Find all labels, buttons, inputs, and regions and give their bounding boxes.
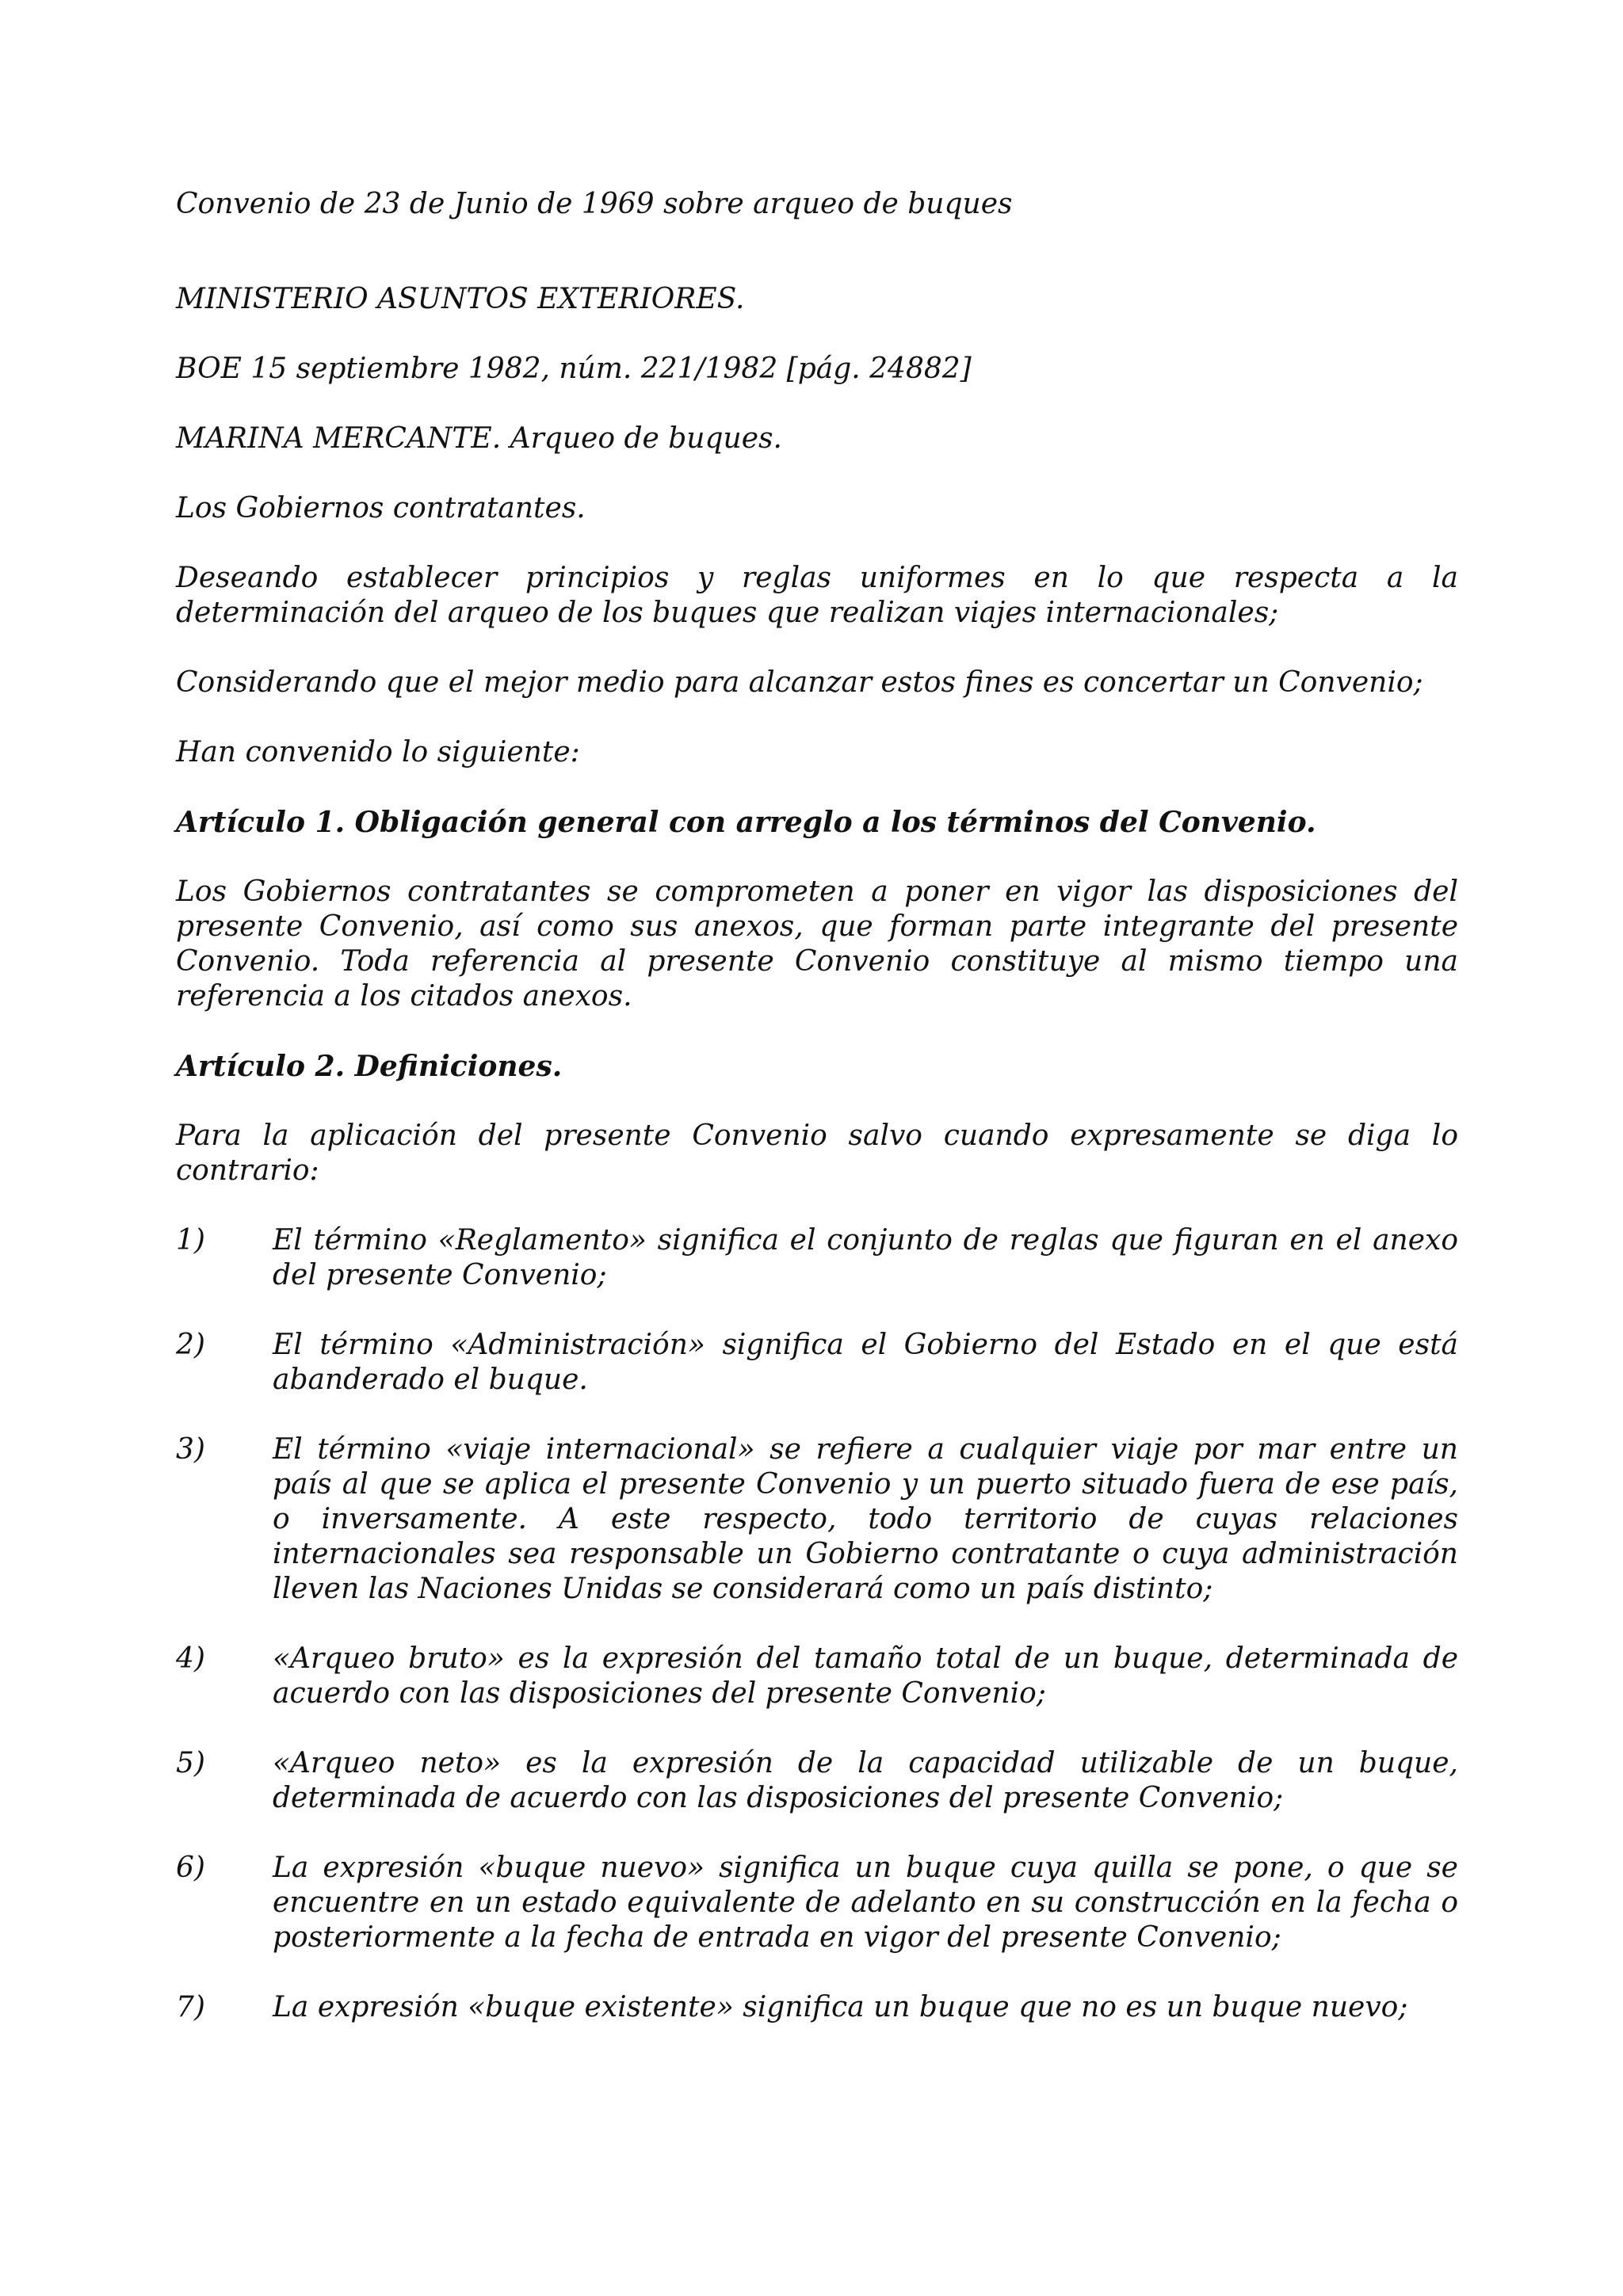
definition-item xyxy=(176,1851,1458,1955)
preamble-paragraph: Han convenido lo siguiente: xyxy=(176,736,580,769)
definition-text: La expresión «buque existente» significa un buque que no es un buque nuevo; xyxy=(273,1991,1408,2023)
article-1-text: Los Gobiernos contratantes se comprometen a poner en vigor las disposiciones del presente Convenio, así como sus anexos, que forman parte integrante del presente Convenio. Toda referencia al presente Convenio constituye al mismo tiempo una referencia a los citados anexos. xyxy=(176,875,1458,1013)
definition-number: 1) xyxy=(176,1224,205,1257)
definition-text: El término «viaje internacional» se refiere a cualquier viaje por mar entre un país al que se aplica el presente Convenio y un puerto situado fuera de ese país, o inversamente. A este respecto, todo territorio de cuyas relaciones internacionales sea responsable un Gobierno contratante o cuya administración lleven las Naciones Unidas se considerará como un país distinto; xyxy=(273,1433,1458,1605)
definition-number: 5) xyxy=(176,1747,205,1779)
document-page xyxy=(176,187,1458,2025)
article-2-intro: Para la aplicación del presente Convenio salvo cuando expresamente se diga lo contrario: xyxy=(176,1119,1458,1187)
article-1-heading: Artículo 1. Obligación general con arreglo a los términos del Convenio. xyxy=(176,806,1316,839)
definition-item xyxy=(176,1432,1458,1607)
definition-item xyxy=(176,1328,1458,1398)
preamble-paragraph: Deseando establecer principios y reglas uniformes en lo que respecta a la determinación del arqueo de los buques que realizan viajes internacionales; xyxy=(176,562,1458,629)
definition-item xyxy=(176,1223,1458,1293)
preamble-paragraph: Los Gobiernos contratantes. xyxy=(176,492,586,524)
definition-item xyxy=(176,1746,1458,1816)
boe-reference: BOE 15 septiembre 1982, núm. 221/1982 [pág. 24882] xyxy=(176,353,972,385)
definition-number: 7) xyxy=(176,1991,205,2023)
definition-number: 2) xyxy=(176,1329,205,1361)
definition-number: 3) xyxy=(176,1433,205,1466)
definition-item xyxy=(176,1642,1458,1711)
document-title: Convenio de 23 de Junio de 1969 sobre arqueo de buques xyxy=(176,188,1013,220)
definition-text: «Arqueo neto» es la expresión de la capacidad utilizable de un buque, determinada de acuerdo con las disposiciones del presente Convenio; xyxy=(273,1747,1458,1814)
definition-number: 6) xyxy=(176,1852,205,1884)
definition-text: El término «Administración» significa el Gobierno del Estado en el que está abanderado el buque. xyxy=(273,1329,1458,1396)
subject-line: MARINA MERCANTE. Arqueo de buques. xyxy=(176,422,782,455)
definition-text: La expresión «buque nuevo» significa un buque cuya quilla se pone, o que se encuentre en un estado equivalente de adelanto en su construcción en la fecha o posteriormente a la fecha de entrada en vigor del presente Convenio; xyxy=(273,1852,1458,1954)
definition-text: El término «Reglamento» significa el conjunto de reglas que figuran en el anexo del presente Convenio; xyxy=(273,1224,1458,1291)
preamble-paragraph: Considerando que el mejor medio para alcanzar estos fines es concertar un Convenio; xyxy=(176,666,1423,699)
definition-text: «Arqueo bruto» es la expresión del tamaño total de un buque, determinada de acuerdo con las disposiciones del presente Convenio; xyxy=(273,1642,1458,1710)
definition-number: 4) xyxy=(176,1642,205,1675)
article-2-heading: Artículo 2. Definiciones. xyxy=(176,1050,563,1083)
ministry-line: MINISTERIO ASUNTOS EXTERIORES. xyxy=(176,283,745,315)
definition-item xyxy=(176,1990,1458,2025)
